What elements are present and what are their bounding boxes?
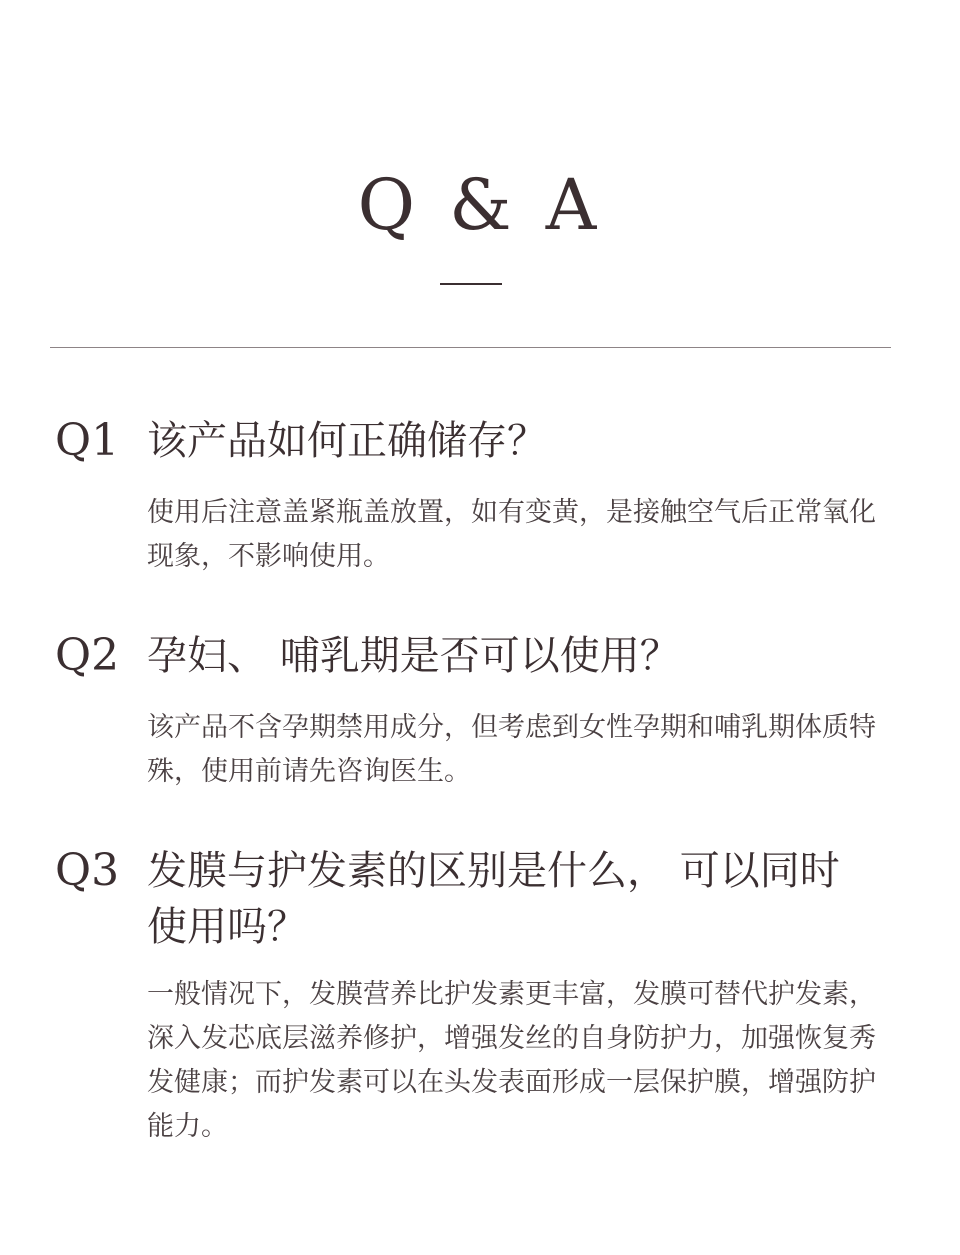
answer-text: 一般情况下，发膜营养比护发素更丰富，发膜可替代护发素，深入发芯底层滋养修护，增强发丝的自身防护力，加强恢复秀发健康；而护发素可以在头发表面形成一层保护膜，增强防护能力。 bbox=[147, 979, 876, 1142]
question-text: 孕妇、 哺乳期是否可以使用？ bbox=[147, 633, 680, 679]
title-underline bbox=[440, 283, 502, 285]
question-text: 该产品如何正确储存？ bbox=[147, 418, 547, 464]
question-number: Q1 bbox=[55, 415, 120, 466]
question-number: Q3 bbox=[55, 845, 120, 896]
page-title: Q & A bbox=[357, 164, 603, 246]
answer-text: 该产品不含孕期禁用成分，但考虑到女性孕期和哺乳期体质特殊，使用前请先咨询医生。 bbox=[147, 712, 876, 787]
question-text: 发膜与护发素的区别是什么， 可以同时使用吗？ bbox=[147, 848, 840, 950]
answer-text: 使用后注意盖紧瓶盖放置，如有变黄，是接触空气后正常氧化现象，不影响使用。 bbox=[147, 497, 876, 572]
question-number: Q2 bbox=[55, 630, 120, 681]
section-divider bbox=[50, 347, 891, 348]
